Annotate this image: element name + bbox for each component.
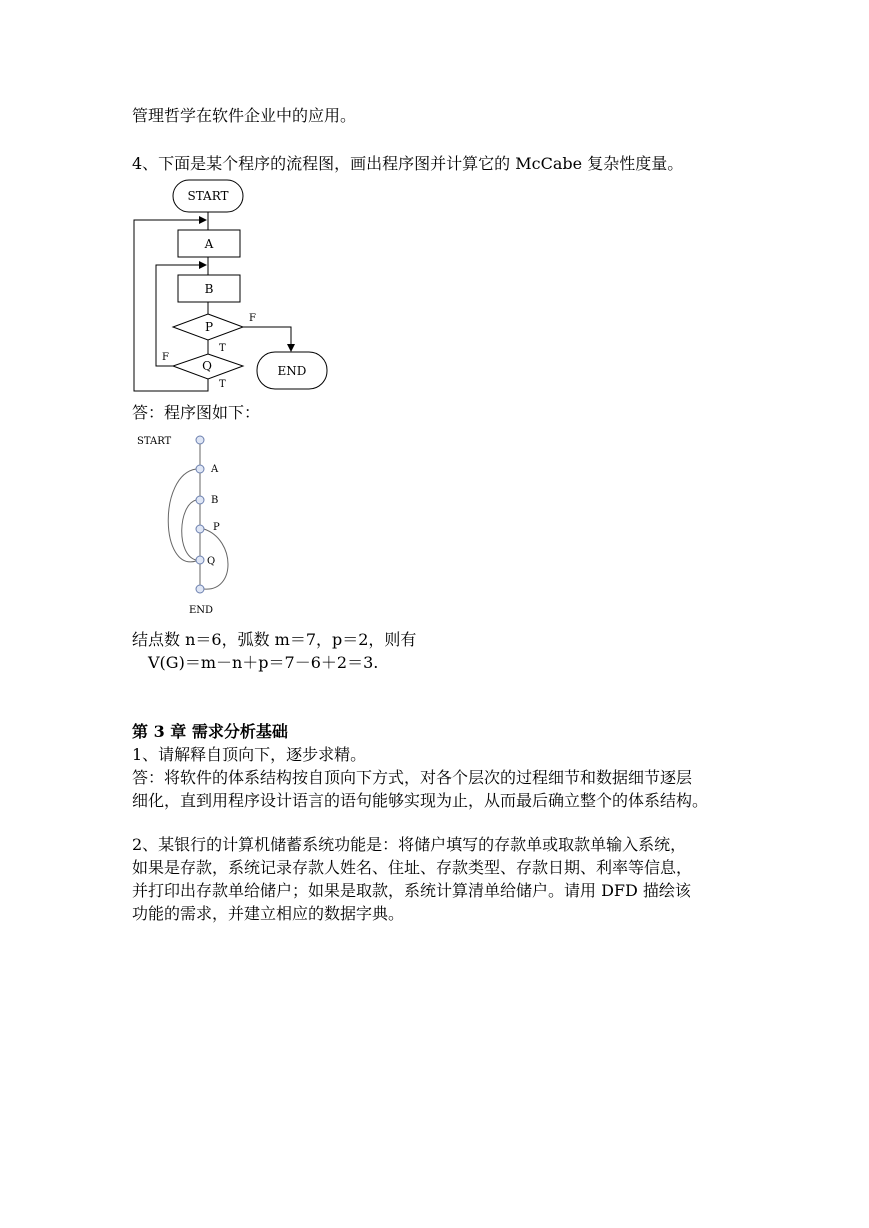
graph-node-end (196, 585, 204, 593)
graph-node-start (196, 436, 204, 444)
graph-node-p (196, 525, 204, 533)
chapter-q2-line2: 如果是存款，系统记录存款人姓名、住址、存款类型、存款日期、利率等信息， (132, 858, 693, 877)
flowchart-p-true-label: T (219, 343, 226, 354)
graph-label-end: END (189, 605, 214, 616)
flowchart-p-label: P (204, 320, 214, 334)
nodes-edges-text: 结点数 n＝6，弧数 m＝7，p＝2，则有 (132, 630, 417, 649)
flowchart-b-label: B (204, 282, 214, 296)
flowchart-q-true-label: T (219, 379, 226, 390)
flowchart-end-label: END (277, 364, 307, 378)
chapter-a1-line2: 细化，直到用程序设计语言的语句能够实现为止，从而最后确立整个的体系结构。 (132, 791, 709, 810)
question-4: 4、下面是某个程序的流程图，画出程序图并计算它的 McCabe 复杂性度量。 (132, 154, 684, 173)
text-line-top: 管理哲学在软件企业中的应用。 (132, 106, 357, 125)
chapter-a1-line1: 答：将软件的体系结构按自顶向下方式，对各个层次的过程细节和数据细节逐层 (132, 768, 693, 787)
chapter-q1: 1、请解释自顶向下，逐步求精。 (132, 745, 367, 764)
graph-label-q: Q (207, 556, 216, 567)
chapter-heading: 第 3 章 需求分析基础 (132, 722, 288, 741)
chapter-q2-line4: 功能的需求，并建立相应的数据字典。 (132, 904, 405, 923)
chapter-q2-line1: 2、某银行的计算机储蓄系统功能是：将储户填写的存款单或取款单输入系统， (132, 835, 687, 854)
graph-label-start: START (137, 436, 172, 447)
flowchart-q-label: Q (202, 359, 212, 373)
graph-node-b (196, 496, 204, 504)
cyclomatic-formula: V(G)＝m－n＋p＝7－6＋2＝3. (148, 653, 379, 672)
flowchart-q-false-label: F (162, 352, 169, 363)
answer-intro: 答：程序图如下： (132, 403, 261, 422)
chapter-q2-line3: 并打印出存款单给储户；如果是取款，系统计算清单给储户。请用 DFD 描绘该 (132, 881, 691, 900)
graph-node-a (196, 465, 204, 473)
graph-label-p: P (213, 522, 220, 533)
graph-label-a: A (211, 464, 219, 475)
flowchart-a-label: A (204, 237, 214, 251)
flowchart-p-false-label: F (249, 313, 256, 324)
graph-label-b: B (211, 495, 219, 506)
flowchart-start-label: START (187, 189, 229, 203)
graph-node-q (196, 556, 204, 564)
